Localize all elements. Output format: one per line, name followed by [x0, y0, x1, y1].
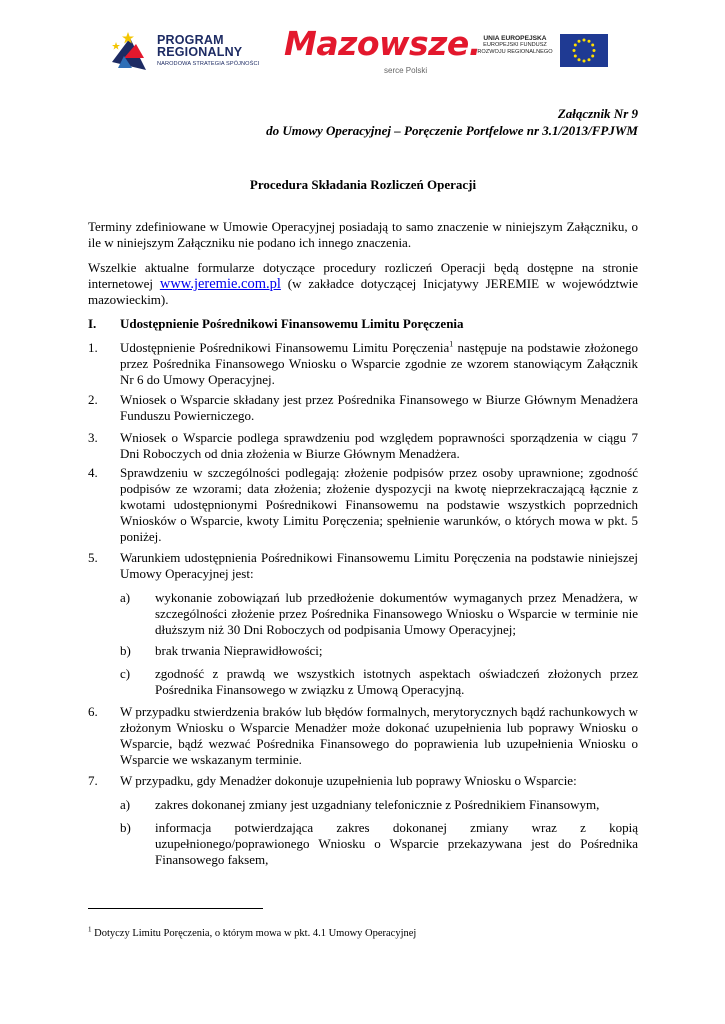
footnote-separator	[88, 908, 263, 909]
item-5c-label: c)	[120, 666, 131, 681]
item-6-text: W przypadku stwierdzenia braków lub błędów formalnych, merytorycznych bądź rachunkowych w złożonym Wniosku o Wsparcie Menadżer może dokonać uzupełnienia lub poprawy Wniosku o Wsparcie, bądź wezwać Pośrednika Finansowego do poprawienia lub uzupełnienia Wniosku o Wsparcie we wskazanym terminie.	[120, 704, 638, 767]
footnote	[88, 927, 416, 940]
program-subtitle: NARODOWA STRATEGIA SPÓJNOŚCI	[157, 61, 260, 67]
annex-reference: do Umowy Operacyjnej – Poręczenie Portfelowe nr 3.1/2013/FPJWM	[266, 123, 638, 138]
item-5c-text: zgodność z prawdą we wszystkich istotnych aspektach oświadczeń złożonych przez Pośrednika Finansowego w związku z Umową Operacyjną.	[155, 666, 638, 697]
item-5b-label: b)	[120, 643, 131, 658]
item-5-text: Warunkiem udostępnienia Pośrednikowi Finansowemu Limitu Poręczenia na podstawie niniejszej Umowy Operacyjnej jest:	[120, 550, 638, 581]
item-7b-text: informacja potwierdzająca zakres dokonanej zmiany wraz z kopią uzupełnionego/poprawionego Wniosku o Wsparcie przekazywana jest do Pośrednika Finansowego faksem,	[155, 820, 638, 867]
intro-paragraph-2	[88, 260, 638, 308]
item-7-text: W przypadku, gdy Menadżer dokonuje uzupełnienia lub poprawy Wniosku o Wsparcie:	[120, 773, 577, 788]
program-line1: PROGRAM	[157, 33, 224, 47]
footnote-ref-1[interactable]: 1	[449, 339, 454, 349]
eu-line1: UNIA EUROPEJSKA	[483, 35, 547, 42]
item-1-number: 1.	[88, 340, 98, 355]
item-4-number: 4.	[88, 465, 98, 480]
mazowsze-wordmark: Mazowsze.	[284, 24, 481, 63]
item-3-text: Wniosek o Wsparcie podlega sprawdzeniu pod względem poprawności sporządzenia w ciągu 7 Dni Roboczych od dnia złożenia w Biurze Głównym Menadżera.	[120, 430, 638, 461]
mazowsze-tagline: serce Polski	[384, 66, 428, 75]
item-2-number: 2.	[88, 392, 98, 407]
item-5b-text: brak trwania Nieprawidłowości;	[155, 643, 323, 658]
jeremie-website-link[interactable]: www.jeremie.com.pl	[159, 276, 281, 292]
item-7a-label: a)	[120, 797, 131, 812]
item-6-number: 6.	[88, 704, 98, 719]
footnote-mark: 1	[88, 925, 92, 934]
item-1-before: Udostępnienie Pośrednikowi Finansowemu Limitu Poręczenia	[120, 340, 450, 355]
program-line2: REGIONALNY	[157, 45, 243, 59]
item-5a-text: wykonanie zobowiązań lub przedłożenie dokumentów wymaganych przez Menadżera, w szczególności złożenie przez Pośrednika Finansowego Wniosku o Wsparcie w terminie nie dłuższym niż 30 Dni Roboczych od podpisania Umowy Operacyjnej;	[155, 590, 638, 637]
header-logos	[0, 22, 725, 84]
item-3-number: 3.	[88, 430, 98, 445]
footnote-text: Dotyczy Limitu Poręczenia, o którym mowa w pkt. 4.1 Umowy Operacyjnej	[91, 928, 417, 939]
item-1-text	[120, 340, 638, 388]
eu-logo	[474, 30, 614, 76]
mazowsze-logo	[284, 24, 481, 80]
item-7-number: 7.	[88, 773, 98, 788]
section-heading: Udostępnienie Pośrednikowi Finansowemu Limitu Poręczenia	[120, 316, 464, 331]
item-5-number: 5.	[88, 550, 98, 565]
item-1-after: następuje na podstawie złożonego przez Pośrednika Finansowego Wniosku o Wsparcie zgodnie ze wzorem stanowiącym Załącznik Nr 6 do Umowy Operacyjnej.	[120, 340, 638, 387]
eu-text	[474, 35, 556, 56]
item-5a-label: a)	[120, 590, 131, 605]
intro-p2-before: Wszelkie aktualne formularze dotyczące procedury rozliczeń Operacji będą dostępne na stronie internetowej	[88, 260, 638, 291]
eu-flag-icon	[560, 34, 608, 67]
intro-paragraph-1: Terminy zdefiniowane w Umowie Operacyjnej posiadają to samo znaczenie w niniejszym Załączniku, o ile w niniejszym Załączniku nie podano ich innego znaczenia.	[88, 219, 638, 250]
section-number: I.	[88, 316, 97, 331]
program-title	[157, 34, 242, 58]
document-title: Procedura Składania Rozliczeń Operacji	[249, 177, 477, 192]
item-4-text: Sprawdzeniu w szczególności podlegają: złożenie podpisów przez osoby uprawnione; zgodność podpisów ze wzorami; data złożenia; złożenie dyspozycji na kwotę nieprzekraczającą łącznie z kwotami udostępnionymi Pośrednikowi Finansowemu na podstawie wszystkich poprzednich Wniosków o Wsparcie, kwoty Limitu Poręczenia; spełnienie warunków, o których mowa w pkt. 5 poniżej.	[120, 465, 638, 544]
intro-p2-after: (w zakładce dotyczącej Inicjatywy JEREMIE w województwie mazowieckim).	[88, 276, 638, 307]
annex-number: Załącznik Nr 9	[557, 106, 638, 121]
program-regionalny-logo	[110, 28, 270, 78]
eu-line3: ROZWOJU REGIONALNEGO	[477, 49, 553, 55]
item-7a-text: zakres dokonanej zmiany jest uzgadniany telefonicznie z Pośrednikiem Finansowym,	[155, 797, 600, 812]
item-2-text: Wniosek o Wsparcie składany jest przez Pośrednika Finansowego w Biurze Głównym Menadżera Funduszu Powierniczego.	[120, 392, 638, 423]
item-7b-label: b)	[120, 820, 131, 835]
eu-line2: EUROPEJSKI FUNDUSZ	[483, 42, 547, 48]
program-regionalny-emblem-icon	[110, 28, 154, 72]
